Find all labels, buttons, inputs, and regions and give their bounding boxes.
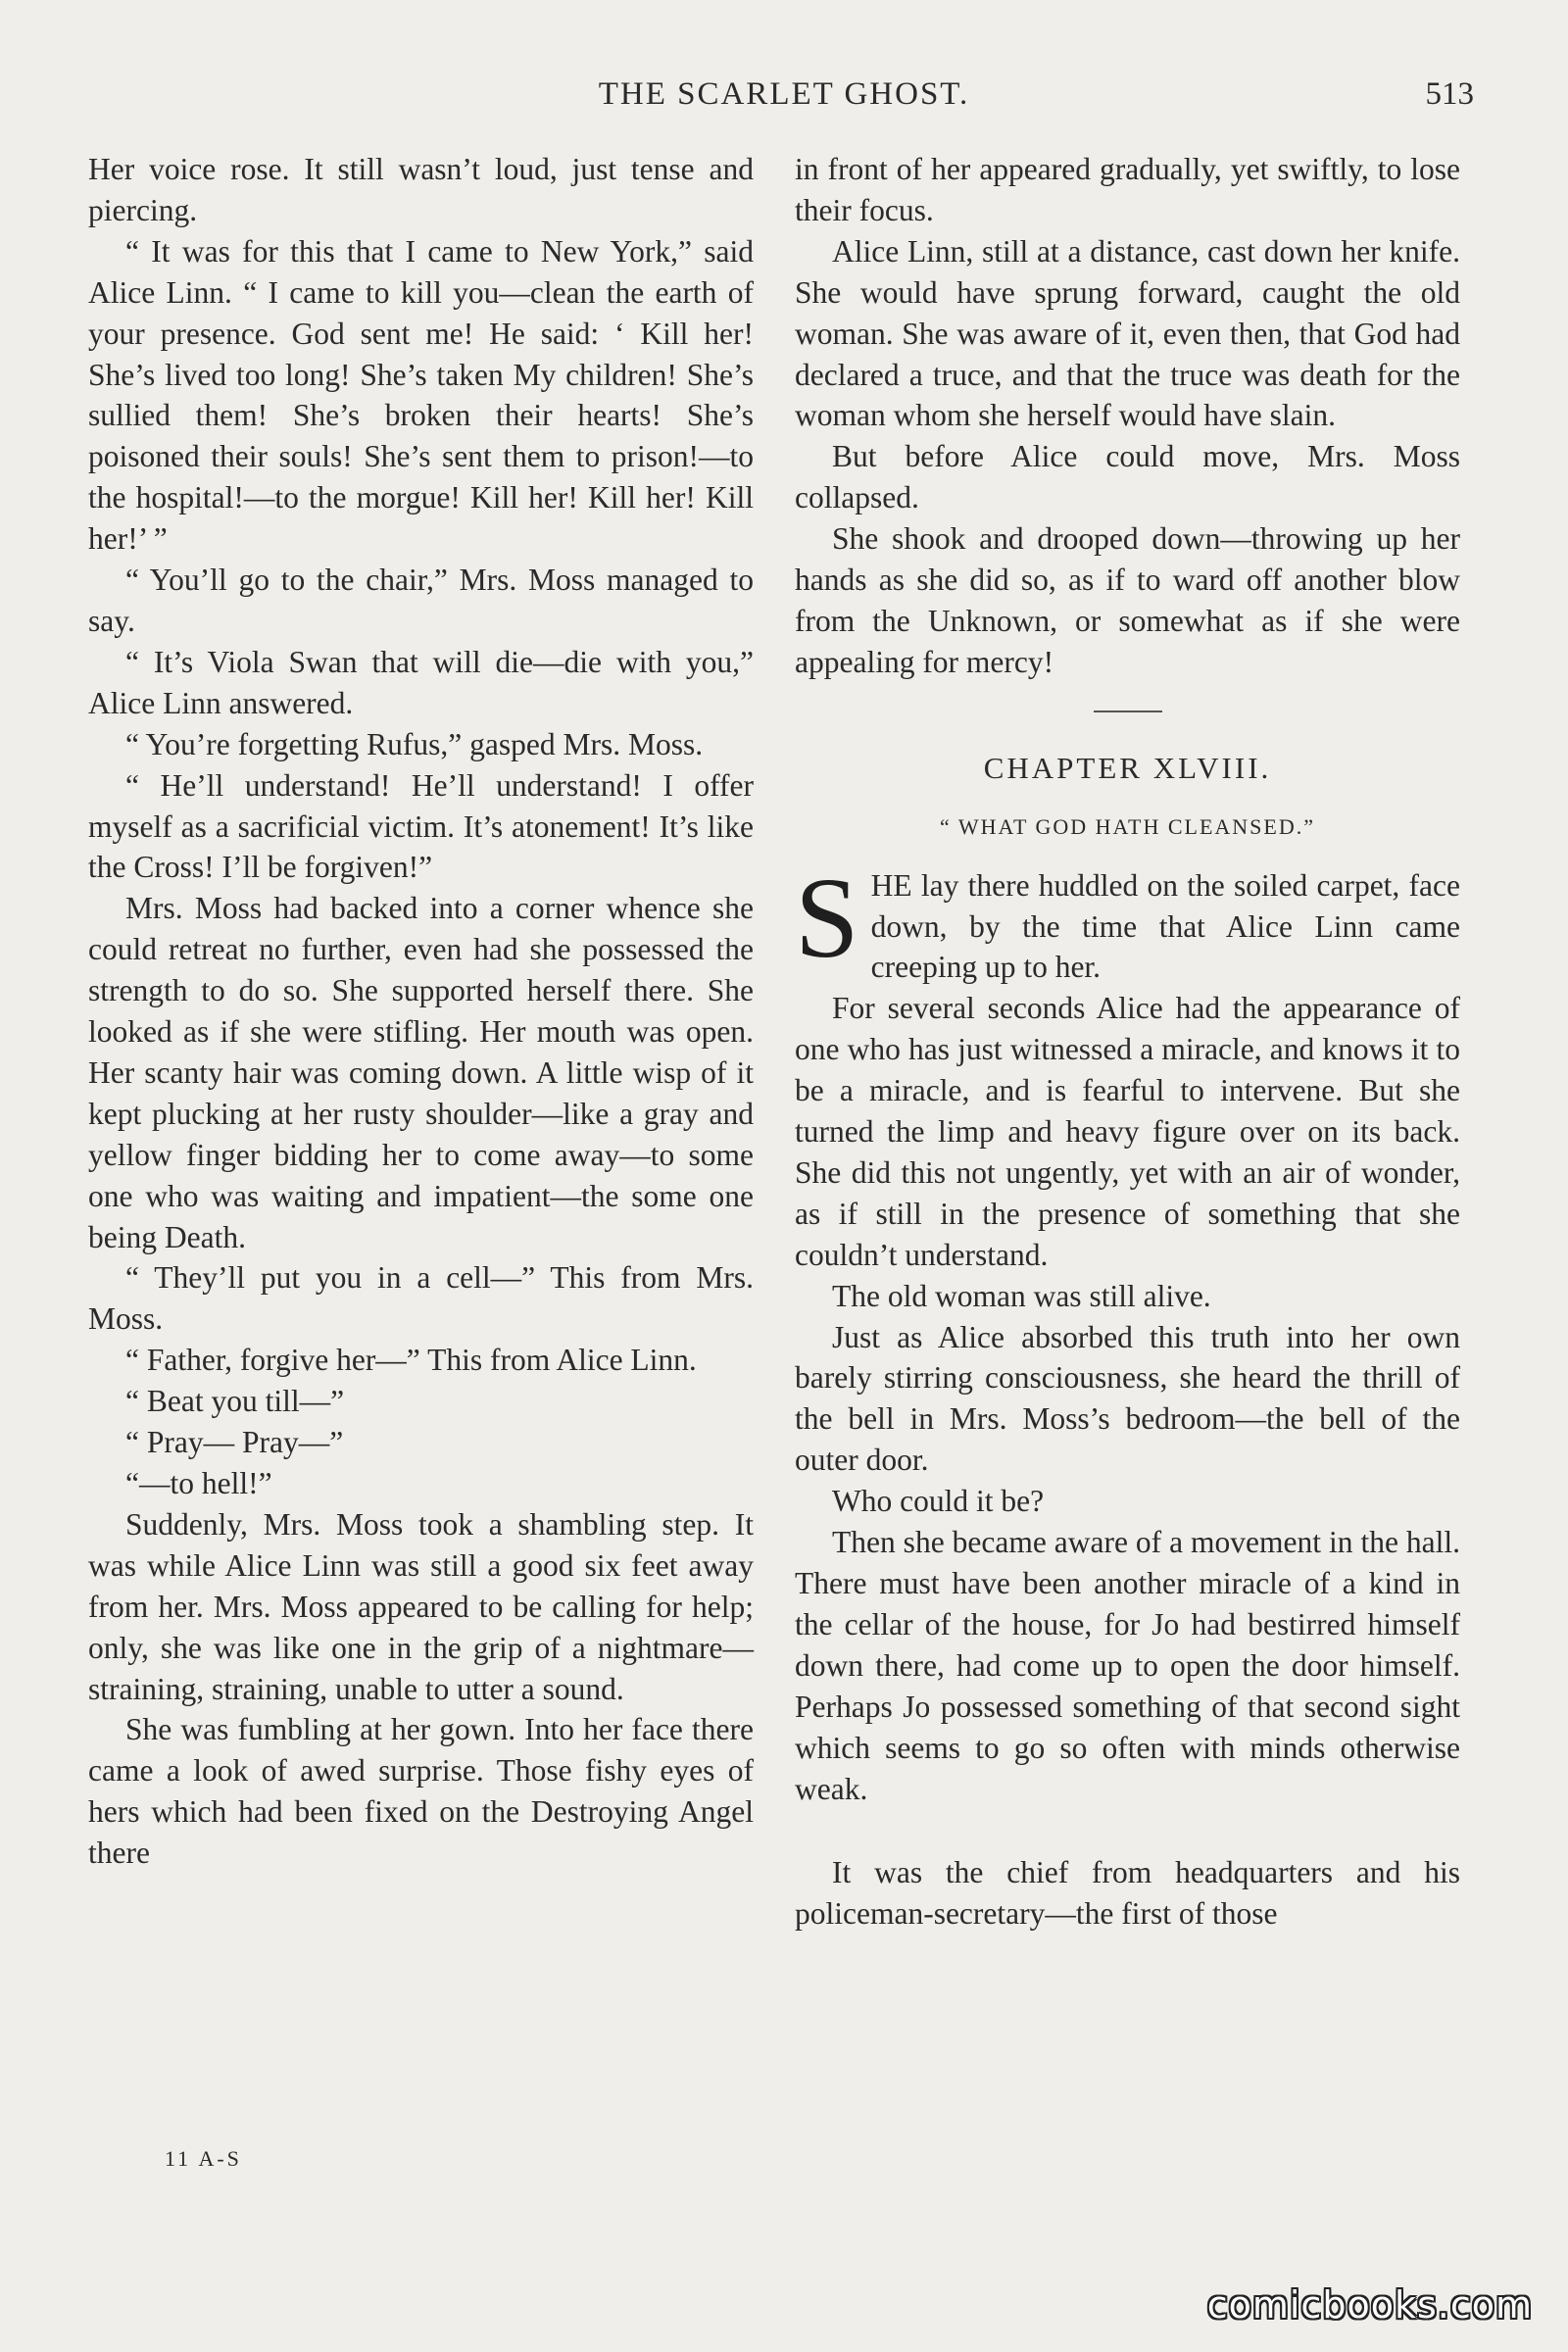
paragraph: Then she became aware of a movement in the hall. There must have been another miracle of a kind in the cellar of the house, for Jo had bestirred himself down there, had come up to open the door himself. Perhaps Jo possessed something of that second sight which seems to go so often with minds otherwise weak. (795, 1525, 1460, 1806)
signature-mark: 11 A-S (165, 2146, 242, 2171)
chapter-title: CHAPTER XLVIII. (983, 750, 1272, 785)
chapter-opening-paragraph (795, 853, 1460, 989)
drop-cap: S (795, 853, 859, 982)
site-watermark: comicbooks.com (1206, 2283, 1533, 2327)
paragraph: “ Pray— Pray—” (125, 1425, 344, 1460)
paragraph: The old woman was still alive. (832, 1278, 1211, 1313)
paragraph: Mrs. Moss had backed into a corner whence she could retreat no further, even had she possessed the strength to do so. She supported herself there. She looked as if she were stifling. Her mouth was open. Her scanty hair was coming down. A little wisp of it kept plucking at her rusty shoulder—like a gray and yellow finger bidding her to come away—to some one who was waiting and impatient—the some one being Death. (88, 891, 754, 1254)
paragraph: “ You’re forgetting Rufus,” gasped Mrs. Moss. (125, 726, 704, 761)
paragraph: in front of her appeared gradually, yet swiftly, to lose their focus. (795, 152, 1460, 227)
paragraph: Alice Linn, still at a distance, cast down her knife. She would have sprung forward, caught the old woman. She was aware of it, even then, that God had declared a truce, and that the truce was death for the woman whom she herself would have slain. (795, 233, 1460, 433)
section-divider (1094, 710, 1162, 712)
page-header (0, 76, 1568, 116)
paragraph: She was fumbling at her gown. Into her face there came a look of awed surprise. Those fishy eyes of hers which had been fixed on the Destroying Angel there (88, 1712, 754, 1871)
paragraph: She shook and drooped down—throwing up her hands as she did so, as if to ward off another blow from the Unknown, or somewhat as if she were appealing for mercy! (795, 521, 1460, 679)
paragraph: “ It was for this that I came to New York,” said Alice Linn. “ I came to kill you—clean the earth of your presence. God sent me! He said: ‘ Kill her! She’s lived too long! She’s taken My children! She’s sullied them! She’s broken their hearts! She’s poisoned their souls! She’s sent them to prison!—to the hospital!—to the morgue! Kill her! Kill her! Kill her!’ ” (88, 233, 754, 557)
left-column (88, 149, 754, 1874)
paragraph: “ Beat you till—” (125, 1384, 345, 1419)
paragraph: But before Alice could move, Mrs. Moss collapsed. (795, 439, 1460, 515)
paragraph: Who could it be? (832, 1484, 1045, 1519)
paragraph: It was the chief from headquarters and his policeman-secretary—the first of those (795, 1855, 1460, 1932)
paragraph: Suddenly, Mrs. Moss took a shambling step. It was while Alice Linn was still a good six feet away from her. Mrs. Moss appeared to be calling for help; only, she was like one in the grip of a nightmare—straining, straining, unable to utter a sound. (88, 1506, 754, 1706)
chapter-subtitle: “ WHAT GOD HATH CLEANSED.” (940, 813, 1315, 839)
section-break (795, 1809, 1460, 1852)
paragraph: “ You’ll go to the chair,” Mrs. Moss managed to say. (88, 563, 754, 638)
paragraph: “—to hell!” (125, 1466, 272, 1500)
paragraph: “ It’s Viola Swan that will die—die with you,” Alice Linn answered. (88, 644, 754, 720)
right-column (795, 149, 1460, 1935)
paragraph: “ He’ll understand! He’ll understand! I offer myself as a sacrificial victim. It’s atonement! It’s like the Cross! I’ll be forgiven!” (88, 767, 754, 885)
opening-text: HE lay there huddled on the soiled carpet, face down, by the time that Alice Linn came creeping up to her. (870, 867, 1460, 985)
paragraph: “ They’ll put you in a cell—” This from Mrs. Moss. (88, 1260, 754, 1337)
paragraph: Her voice rose. It still wasn’t loud, just tense and piercing. (88, 152, 754, 227)
paragraph: For several seconds Alice had the appearance of one who has just witnessed a miracle, and knows it to be a miracle, and is fearful to intervene. But she turned the limp and heavy figure over on its back. She did this not ungently, yet with an air of wonder, as if still in the presence of something that she couldn’t understand. (795, 991, 1460, 1272)
paragraph: “ Father, forgive her—” This from Alice Linn. (125, 1343, 697, 1378)
paragraph: Just as Alice absorbed this truth into her own barely stirring consciousness, she heard the thrill of the bell in Mrs. Moss’s bedroom—the bell of the outer door. (795, 1319, 1460, 1478)
running-title: THE SCARLET GHOST. (598, 76, 970, 112)
page-number: 513 (1425, 76, 1474, 112)
